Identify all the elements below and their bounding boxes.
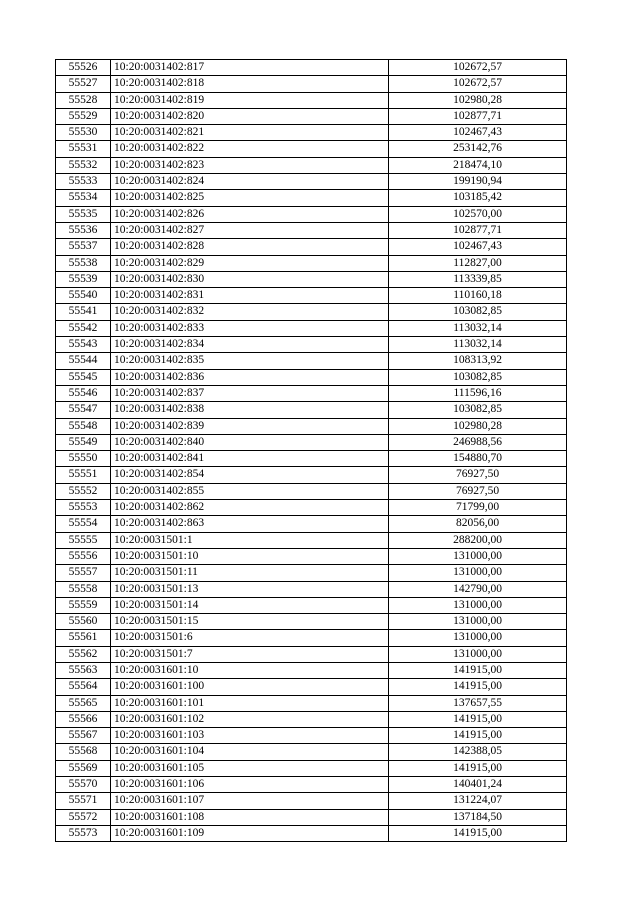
table-row [56, 630, 567, 646]
table-row [56, 744, 567, 760]
cadastral-number-cell: 10:20:0031402:834 [111, 337, 389, 353]
row-number-cell: 55536 [56, 222, 111, 238]
row-number-cell: 55550 [56, 451, 111, 467]
cadastral-value-cell: 199190,94 [389, 174, 567, 190]
cadastral-value-cell: 102672,57 [389, 60, 567, 76]
cadastral-number-cell: 10:20:0031601:103 [111, 728, 389, 744]
cadastral-value-cell: 253142,76 [389, 141, 567, 157]
table-row [56, 532, 567, 548]
cadastral-number-cell: 10:20:0031402:824 [111, 174, 389, 190]
row-number-cell: 55561 [56, 630, 111, 646]
cadastral-value-cell: 71799,00 [389, 500, 567, 516]
cadastral-number-cell: 10:20:0031501:11 [111, 565, 389, 581]
row-number-cell: 55556 [56, 548, 111, 564]
cadastral-value-cell: 141915,00 [389, 679, 567, 695]
table-row [56, 434, 567, 450]
table-row [56, 679, 567, 695]
table-row [56, 500, 567, 516]
cadastral-number-cell: 10:20:0031402:838 [111, 402, 389, 418]
cadastral-value-cell: 110160,18 [389, 288, 567, 304]
cadastral-number-cell: 10:20:0031402:841 [111, 451, 389, 467]
table-row [56, 304, 567, 320]
row-number-cell: 55538 [56, 255, 111, 271]
cadastral-number-cell: 10:20:0031402:818 [111, 76, 389, 92]
table-row [56, 206, 567, 222]
table-row [56, 92, 567, 108]
cadastral-value-cell: 108313,92 [389, 353, 567, 369]
cadastral-value-cell: 111596,16 [389, 385, 567, 401]
row-number-cell: 55544 [56, 353, 111, 369]
row-number-cell: 55526 [56, 60, 111, 76]
row-number-cell: 55568 [56, 744, 111, 760]
table-row [56, 695, 567, 711]
cadastral-number-cell: 10:20:0031402:837 [111, 385, 389, 401]
cadastral-value-cell: 113032,14 [389, 320, 567, 336]
table-row [56, 288, 567, 304]
cadastral-value-cell: 288200,00 [389, 532, 567, 548]
table-row [56, 662, 567, 678]
cadastral-value-cell: 102877,71 [389, 222, 567, 238]
cadastral-value-cell: 131000,00 [389, 614, 567, 630]
cadastral-number-cell: 10:20:0031601:104 [111, 744, 389, 760]
table-row [56, 385, 567, 401]
cadastral-value-cell: 141915,00 [389, 825, 567, 841]
cadastral-number-cell: 10:20:0031402:831 [111, 288, 389, 304]
row-number-cell: 55564 [56, 679, 111, 695]
row-number-cell: 55527 [56, 76, 111, 92]
table-row [56, 76, 567, 92]
table-row [56, 646, 567, 662]
cadastral-number-cell: 10:20:0031601:109 [111, 825, 389, 841]
table-row [56, 418, 567, 434]
cadastral-value-cell: 82056,00 [389, 516, 567, 532]
table-row [56, 337, 567, 353]
cadastral-number-cell: 10:20:0031402:854 [111, 467, 389, 483]
cadastral-value-cell: 141915,00 [389, 711, 567, 727]
cadastral-value-cell: 141915,00 [389, 728, 567, 744]
cadastral-number-cell: 10:20:0031601:102 [111, 711, 389, 727]
cadastral-value-cell: 76927,50 [389, 467, 567, 483]
cadastral-value-table [55, 59, 567, 842]
table-row [56, 190, 567, 206]
row-number-cell: 55537 [56, 239, 111, 255]
row-number-cell: 55570 [56, 777, 111, 793]
cadastral-number-cell: 10:20:0031402:839 [111, 418, 389, 434]
cadastral-number-cell: 10:20:0031402:862 [111, 500, 389, 516]
table-row [56, 793, 567, 809]
cadastral-number-cell: 10:20:0031601:106 [111, 777, 389, 793]
cadastral-value-cell: 137657,55 [389, 695, 567, 711]
cadastral-number-cell: 10:20:0031402:830 [111, 271, 389, 287]
row-number-cell: 55545 [56, 369, 111, 385]
cadastral-number-cell: 10:20:0031501:13 [111, 581, 389, 597]
table-row [56, 320, 567, 336]
cadastral-number-cell: 10:20:0031402:835 [111, 353, 389, 369]
cadastral-number-cell: 10:20:0031601:101 [111, 695, 389, 711]
table-row [56, 402, 567, 418]
row-number-cell: 55557 [56, 565, 111, 581]
cadastral-number-cell: 10:20:0031501:6 [111, 630, 389, 646]
row-number-cell: 55567 [56, 728, 111, 744]
row-number-cell: 55558 [56, 581, 111, 597]
cadastral-number-cell: 10:20:0031501:10 [111, 548, 389, 564]
cadastral-number-cell: 10:20:0031402:826 [111, 206, 389, 222]
cadastral-value-cell: 140401,24 [389, 777, 567, 793]
table-row [56, 728, 567, 744]
row-number-cell: 55530 [56, 125, 111, 141]
cadastral-value-cell: 131000,00 [389, 597, 567, 613]
row-number-cell: 55543 [56, 337, 111, 353]
cadastral-value-cell: 76927,50 [389, 483, 567, 499]
row-number-cell: 55547 [56, 402, 111, 418]
row-number-cell: 55535 [56, 206, 111, 222]
cadastral-value-cell: 131000,00 [389, 548, 567, 564]
cadastral-value-cell: 113339,85 [389, 271, 567, 287]
cadastral-value-cell: 131000,00 [389, 565, 567, 581]
row-number-cell: 55555 [56, 532, 111, 548]
cadastral-value-cell: 103185,42 [389, 190, 567, 206]
cadastral-number-cell: 10:20:0031402:855 [111, 483, 389, 499]
cadastral-number-cell: 10:20:0031402:823 [111, 157, 389, 173]
row-number-cell: 55565 [56, 695, 111, 711]
cadastral-number-cell: 10:20:0031501:15 [111, 614, 389, 630]
row-number-cell: 55559 [56, 597, 111, 613]
table-row [56, 353, 567, 369]
table-row [56, 255, 567, 271]
cadastral-number-cell: 10:20:0031402:833 [111, 320, 389, 336]
cadastral-number-cell: 10:20:0031402:820 [111, 108, 389, 124]
row-number-cell: 55531 [56, 141, 111, 157]
table-row [56, 222, 567, 238]
row-number-cell: 55553 [56, 500, 111, 516]
cadastral-value-cell: 218474,10 [389, 157, 567, 173]
cadastral-number-cell: 10:20:0031402:819 [111, 92, 389, 108]
cadastral-number-cell: 10:20:0031402:863 [111, 516, 389, 532]
cadastral-value-cell: 142790,00 [389, 581, 567, 597]
row-number-cell: 55541 [56, 304, 111, 320]
cadastral-number-cell: 10:20:0031402:827 [111, 222, 389, 238]
cadastral-number-cell: 10:20:0031601:100 [111, 679, 389, 695]
row-number-cell: 55551 [56, 467, 111, 483]
table-row [56, 174, 567, 190]
table-row [56, 597, 567, 613]
row-number-cell: 55546 [56, 385, 111, 401]
table-row [56, 239, 567, 255]
cadastral-number-cell: 10:20:0031402:840 [111, 434, 389, 450]
row-number-cell: 55528 [56, 92, 111, 108]
row-number-cell: 55563 [56, 662, 111, 678]
table-row [56, 711, 567, 727]
table-row [56, 565, 567, 581]
cadastral-number-cell: 10:20:0031601:105 [111, 760, 389, 776]
table-row [56, 157, 567, 173]
table-row [56, 809, 567, 825]
table-row [56, 825, 567, 841]
cadastral-number-cell: 10:20:0031601:107 [111, 793, 389, 809]
table-row [56, 467, 567, 483]
row-number-cell: 55571 [56, 793, 111, 809]
cadastral-value-cell: 141915,00 [389, 662, 567, 678]
cadastral-value-cell: 246988,56 [389, 434, 567, 450]
cadastral-number-cell: 10:20:0031601:10 [111, 662, 389, 678]
cadastral-number-cell: 10:20:0031501:14 [111, 597, 389, 613]
row-number-cell: 55534 [56, 190, 111, 206]
row-number-cell: 55554 [56, 516, 111, 532]
row-number-cell: 55569 [56, 760, 111, 776]
table-row [56, 60, 567, 76]
row-number-cell: 55542 [56, 320, 111, 336]
table-row [56, 548, 567, 564]
table-row [56, 614, 567, 630]
table-row [56, 516, 567, 532]
cadastral-value-cell: 112827,00 [389, 255, 567, 271]
cadastral-value-cell: 141915,00 [389, 760, 567, 776]
cadastral-value-cell: 102672,57 [389, 76, 567, 92]
row-number-cell: 55529 [56, 108, 111, 124]
cadastral-number-cell: 10:20:0031402:828 [111, 239, 389, 255]
table-row [56, 141, 567, 157]
row-number-cell: 55572 [56, 809, 111, 825]
cadastral-number-cell: 10:20:0031402:836 [111, 369, 389, 385]
cadastral-number-cell: 10:20:0031402:829 [111, 255, 389, 271]
cadastral-number-cell: 10:20:0031402:817 [111, 60, 389, 76]
cadastral-number-cell: 10:20:0031402:825 [111, 190, 389, 206]
cadastral-value-cell: 102980,28 [389, 92, 567, 108]
cadastral-value-cell: 137184,50 [389, 809, 567, 825]
row-number-cell: 55532 [56, 157, 111, 173]
cadastral-value-cell: 102570,00 [389, 206, 567, 222]
cadastral-value-cell: 103082,85 [389, 304, 567, 320]
row-number-cell: 55549 [56, 434, 111, 450]
row-number-cell: 55540 [56, 288, 111, 304]
cadastral-number-cell: 10:20:0031501:7 [111, 646, 389, 662]
cadastral-value-cell: 102980,28 [389, 418, 567, 434]
cadastral-value-cell: 102467,43 [389, 125, 567, 141]
cadastral-value-cell: 102877,71 [389, 108, 567, 124]
table-row [56, 271, 567, 287]
table-row [56, 777, 567, 793]
row-number-cell: 55566 [56, 711, 111, 727]
table-body [56, 60, 567, 842]
cadastral-number-cell: 10:20:0031501:1 [111, 532, 389, 548]
table-row [56, 108, 567, 124]
cadastral-value-cell: 102467,43 [389, 239, 567, 255]
cadastral-value-cell: 142388,05 [389, 744, 567, 760]
cadastral-number-cell: 10:20:0031402:822 [111, 141, 389, 157]
row-number-cell: 55539 [56, 271, 111, 287]
table-row [56, 451, 567, 467]
cadastral-value-cell: 131000,00 [389, 646, 567, 662]
cadastral-value-cell: 103082,85 [389, 402, 567, 418]
table-row [56, 581, 567, 597]
table-row [56, 369, 567, 385]
cadastral-number-cell: 10:20:0031402:832 [111, 304, 389, 320]
table-row [56, 760, 567, 776]
table-row [56, 483, 567, 499]
row-number-cell: 55548 [56, 418, 111, 434]
cadastral-number-cell: 10:20:0031402:821 [111, 125, 389, 141]
row-number-cell: 55573 [56, 825, 111, 841]
cadastral-value-cell: 103082,85 [389, 369, 567, 385]
row-number-cell: 55533 [56, 174, 111, 190]
cadastral-number-cell: 10:20:0031601:108 [111, 809, 389, 825]
cadastral-value-cell: 113032,14 [389, 337, 567, 353]
row-number-cell: 55562 [56, 646, 111, 662]
cadastral-value-cell: 154880,70 [389, 451, 567, 467]
row-number-cell: 55552 [56, 483, 111, 499]
row-number-cell: 55560 [56, 614, 111, 630]
cadastral-value-cell: 131224,07 [389, 793, 567, 809]
table-row [56, 125, 567, 141]
cadastral-value-cell: 131000,00 [389, 630, 567, 646]
